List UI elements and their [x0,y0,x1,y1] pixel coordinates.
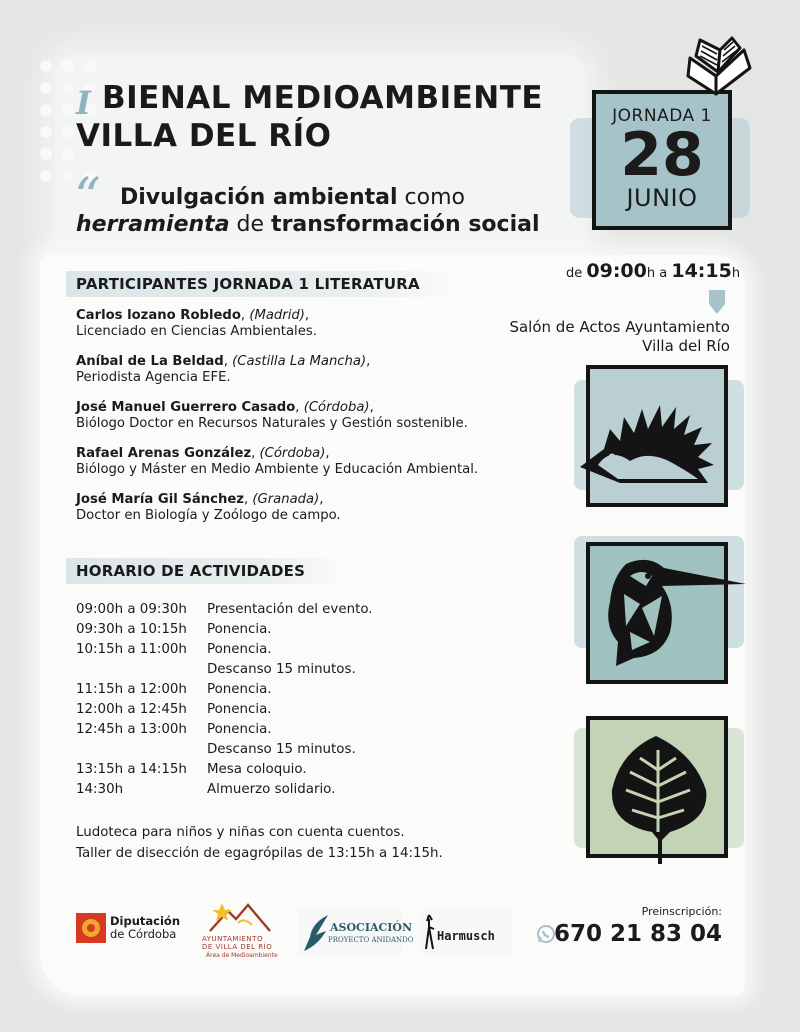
venue-line-1: Salón de Actos Ayuntamiento [509,318,730,336]
subtitle-part: de [229,212,272,237]
schedule-row [76,602,373,622]
schedule-time: 12:00h a 12:45h [76,702,187,717]
participant-place: (Castilla La Mancha) [232,354,367,369]
schedule-activity: Ponencia. [207,682,272,697]
schedule-activity: Almuerzo solidario. [207,782,336,797]
diputacion-line-2: de Córdoba [110,927,177,941]
subtitle-line-2 [76,212,540,237]
schedule-table [76,602,373,802]
participant-item: José Manuel Guerrero Casado, (Córdoba), Biólogo Doctor en Recursos Naturales y Gestión sostenible. [76,400,468,431]
schedule-heading: HORARIO DE ACTIVIDADES [66,558,343,584]
schedule-time: 11:15h a 12:00h [76,682,187,697]
harmusch-logo [421,909,513,955]
subtitle-part: como [397,185,465,210]
participant-role: Periodista Agencia EFE. [76,370,231,385]
participant-place: (Córdoba) [303,400,370,415]
time-range [566,260,740,282]
schedule-time: 10:15h a 11:00h [76,642,187,657]
leaf-icon [590,720,724,854]
schedule-time: 12:45h a 13:00h [76,722,187,737]
time-mid: h a [646,266,672,281]
ayuntamiento-area: Área de Medioambiente [206,952,278,959]
time-end: 14:15 [671,260,732,282]
participant-name: José María Gil Sánchez [76,492,244,507]
schedule-row [76,622,373,642]
participant-item: Rafael Arenas González, (Córdoba), Biólogo y Máster en Medio Ambiente y Educación Ambiental. [76,446,479,477]
schedule-time [76,662,207,682]
open-book-icon [684,36,756,98]
date-box [592,90,732,230]
diputacion-line-1: Diputación [110,914,181,928]
hedgehog-tile [586,365,728,507]
participant-name: José Manuel Guerrero Casado [76,400,296,415]
harmusch-text: Harmusch [437,929,495,943]
schedule-activity: Presentación del evento. [207,602,373,617]
participant-role: Biólogo Doctor en Recursos Naturales y Gestión sostenible. [76,416,468,431]
schedule-row [76,762,373,782]
schedule-row [76,702,373,722]
hedgehog-icon [590,369,724,503]
quote-mark-icon: “ [74,168,101,228]
date-day: 28 [620,120,704,190]
schedule-row [76,662,373,682]
schedule-activity: Mesa coloquio. [207,762,307,777]
schedule-time: 09:30h a 10:15h [76,622,187,637]
title-line-2: VILLA DEL RÍO [76,118,332,154]
subtitle-part: Divulgación ambiental [120,185,398,210]
schedule-activity: Ponencia. [207,702,272,717]
schedule-time: 13:15h a 14:15h [76,762,187,777]
diputacion-text [110,915,180,941]
sponsor-logos [76,905,736,959]
schedule-row [76,682,373,702]
participant-item: Aníbal de La Beldad, (Castilla La Mancha), Periodista Agencia EFE. [76,354,371,385]
schedule-activity: Ponencia. [207,642,272,657]
participant-role: Doctor en Biología y Zoólogo de campo. [76,508,341,523]
participant-item: Carlos lozano Robledo, (Madrid), Licenciado en Ciencias Ambientales. [76,308,317,339]
participant-role: Biólogo y Máster en Medio Ambiente y Educación Ambiental. [76,462,479,477]
venue-line-2: Villa del Río [642,337,730,355]
ayuntamiento-logo [208,901,272,935]
participants-list [76,308,556,538]
jornada-label: JORNADA 1 [612,106,712,126]
subtitle-line-1 [120,185,465,210]
schedule-activity: Descanso 15 minutos. [207,742,356,757]
subtitle-part: herramienta [76,212,230,237]
asociacion-logo [298,907,414,957]
schedule-activity: Ponencia. [207,622,272,637]
diputacion-logo [76,913,106,943]
participant-name: Rafael Arenas González [76,446,252,461]
phone-number[interactable]: 670 21 83 04 [553,921,722,947]
kingfisher-icon [590,546,724,680]
time-start: 09:00 [586,260,647,282]
deer-logo-icon [423,913,437,951]
time-prefix: de [566,266,587,281]
ayuntamiento-line-1: AYUNTAMIENTO [202,935,263,943]
schedule-row [76,782,373,802]
arrow-down-icon [706,290,728,316]
schedule-activity: Descanso 15 minutos. [207,662,356,677]
asociacion-line-1: ASOCIACIÓN [330,921,413,934]
title-line-1: BIENAL MEDIOAMBIENTE [102,80,544,116]
bird-logo-icon [302,913,330,953]
schedule-time [76,742,207,762]
participant-name: Aníbal de La Beldad [76,354,224,369]
participant-place: (Madrid) [249,308,305,323]
note-line: Taller de disección de egagrópilas de 13:15h a 14:15h. [76,846,443,861]
asociacion-line-2: PROYECTO ANIDANDO [328,936,414,944]
participant-name: Carlos lozano Robledo [76,308,241,323]
edition-numeral: I [76,84,91,122]
participant-place: (Granada) [252,492,320,507]
participant-item: José María Gil Sánchez, (Granada), Doctor en Biología y Zoólogo de campo. [76,492,341,523]
time-suffix: h [731,266,741,281]
participants-heading: PARTICIPANTES JORNADA 1 LITERATURA [66,271,458,297]
date-month: JUNIO [626,184,698,212]
participant-role: Licenciado en Ciencias Ambientales. [76,324,317,339]
ayuntamiento-text [202,935,272,951]
preinscription-label: Preinscripción: [641,905,722,918]
leaf-tile [586,716,728,858]
ayuntamiento-line-2: DE VILLA DEL RÍO [202,943,273,951]
note-line: Ludoteca para niños y niñas con cuenta cuentos. [76,825,405,840]
schedule-time: 09:00h a 09:30h [76,602,187,617]
subtitle-part: transformación social [271,212,540,237]
schedule-row [76,642,373,662]
participant-place: (Córdoba) [259,446,326,461]
schedule-time: 14:30h [76,782,124,797]
schedule-row [76,722,373,742]
schedule-row [76,742,373,762]
schedule-activity: Ponencia. [207,722,272,737]
notes [76,822,443,864]
kingfisher-tile [586,542,728,684]
